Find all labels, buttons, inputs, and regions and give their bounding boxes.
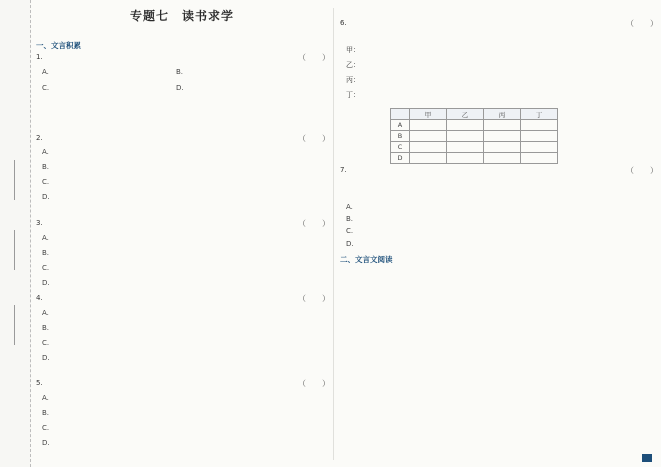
question-7 <box>340 166 620 175</box>
right-column <box>340 0 658 467</box>
table-cell: C <box>391 142 410 153</box>
option-b[interactable]: B. <box>42 409 50 417</box>
option-b[interactable]: B. <box>176 68 184 76</box>
option-a[interactable]: A. <box>42 309 49 317</box>
table-cell <box>410 131 447 142</box>
option-a[interactable]: A. <box>42 148 49 156</box>
table-cell <box>521 142 558 153</box>
option-a[interactable]: A. <box>42 234 49 242</box>
table-cell <box>521 120 558 131</box>
table-cell <box>410 142 447 153</box>
statement-jia: 甲： <box>346 46 360 54</box>
question-number: 4. <box>36 294 43 302</box>
option-a[interactable]: A. <box>42 394 49 402</box>
option-c[interactable]: C. <box>346 227 354 235</box>
table-cell: 甲 <box>410 109 447 120</box>
option-c[interactable]: C. <box>42 84 50 92</box>
question-number: 5. <box>36 379 43 387</box>
table-cell <box>447 153 484 164</box>
table-cell <box>484 131 521 142</box>
table-cell <box>410 120 447 131</box>
table-cell: 乙 <box>447 109 484 120</box>
table-cell <box>391 109 410 120</box>
option-d[interactable]: D. <box>42 439 50 447</box>
option-c[interactable]: C. <box>42 178 50 186</box>
table-cell <box>484 120 521 131</box>
table-row <box>391 120 558 131</box>
question-2 <box>36 134 294 143</box>
table-cell <box>447 142 484 153</box>
question-number: 6. <box>340 19 347 27</box>
table-cell <box>484 153 521 164</box>
table-cell: D <box>391 153 410 164</box>
question-number: 7. <box>340 166 347 174</box>
option-a[interactable]: A. <box>42 68 49 76</box>
table-cell <box>447 120 484 131</box>
question-1 <box>36 53 286 62</box>
question-number: 3. <box>36 219 43 227</box>
option-d[interactable]: D. <box>346 240 354 248</box>
statement-ding: 丁： <box>346 91 360 99</box>
table-cell <box>447 131 484 142</box>
table-cell <box>410 153 447 164</box>
column-divider <box>333 8 334 460</box>
statement-yi: 乙： <box>346 61 360 69</box>
table-cell <box>521 153 558 164</box>
question-number: 1. <box>36 53 43 61</box>
binding-line <box>14 230 15 270</box>
option-b[interactable]: B. <box>42 324 50 332</box>
question-4 <box>36 294 294 303</box>
table-cell <box>484 142 521 153</box>
question-3 <box>36 219 294 228</box>
table-cell: A <box>391 120 410 131</box>
table-cell: 丁 <box>521 109 558 120</box>
option-c[interactable]: C. <box>42 264 50 272</box>
answer-blank[interactable]: （ ） <box>298 294 330 303</box>
table-cell: 丙 <box>484 109 521 120</box>
option-d[interactable]: D. <box>176 84 184 92</box>
binding-line <box>14 160 15 200</box>
option-d[interactable]: D. <box>42 279 50 287</box>
option-a[interactable]: A. <box>346 203 353 211</box>
table-row <box>391 131 558 142</box>
left-column <box>36 0 328 467</box>
page-title: 专题七 读书求学 <box>129 9 234 23</box>
answer-blank[interactable]: （ ） <box>298 134 330 143</box>
table-header-row <box>391 109 558 120</box>
binding-margin <box>0 0 31 467</box>
footer-right-label <box>642 454 655 462</box>
answer-blank[interactable]: （ ） <box>298 379 330 388</box>
question-6 <box>340 19 620 28</box>
question-5 <box>36 379 294 388</box>
table-cell <box>521 131 558 142</box>
answer-table <box>390 108 558 164</box>
section-heading: 二、文言文阅读 <box>340 255 393 264</box>
binding-line <box>14 305 15 345</box>
question-number: 2. <box>36 134 43 142</box>
section-heading: 一、文言积累 <box>36 41 81 50</box>
answer-blank[interactable]: （ ） <box>298 219 330 228</box>
option-b[interactable]: B. <box>346 215 354 223</box>
option-c[interactable]: C. <box>42 424 50 432</box>
option-d[interactable]: D. <box>42 354 50 362</box>
option-b[interactable]: B. <box>42 249 50 257</box>
answer-blank[interactable]: （ ） <box>298 53 330 62</box>
table-row <box>391 142 558 153</box>
option-b[interactable]: B. <box>42 163 50 171</box>
page-marker-icon <box>642 454 652 462</box>
answer-blank[interactable]: （ ） <box>626 166 658 175</box>
option-d[interactable]: D. <box>42 193 50 201</box>
option-c[interactable]: C. <box>42 339 50 347</box>
answer-blank[interactable]: （ ） <box>626 19 658 28</box>
table-cell: B <box>391 131 410 142</box>
statement-bing: 丙： <box>346 76 360 84</box>
table-row <box>391 153 558 164</box>
